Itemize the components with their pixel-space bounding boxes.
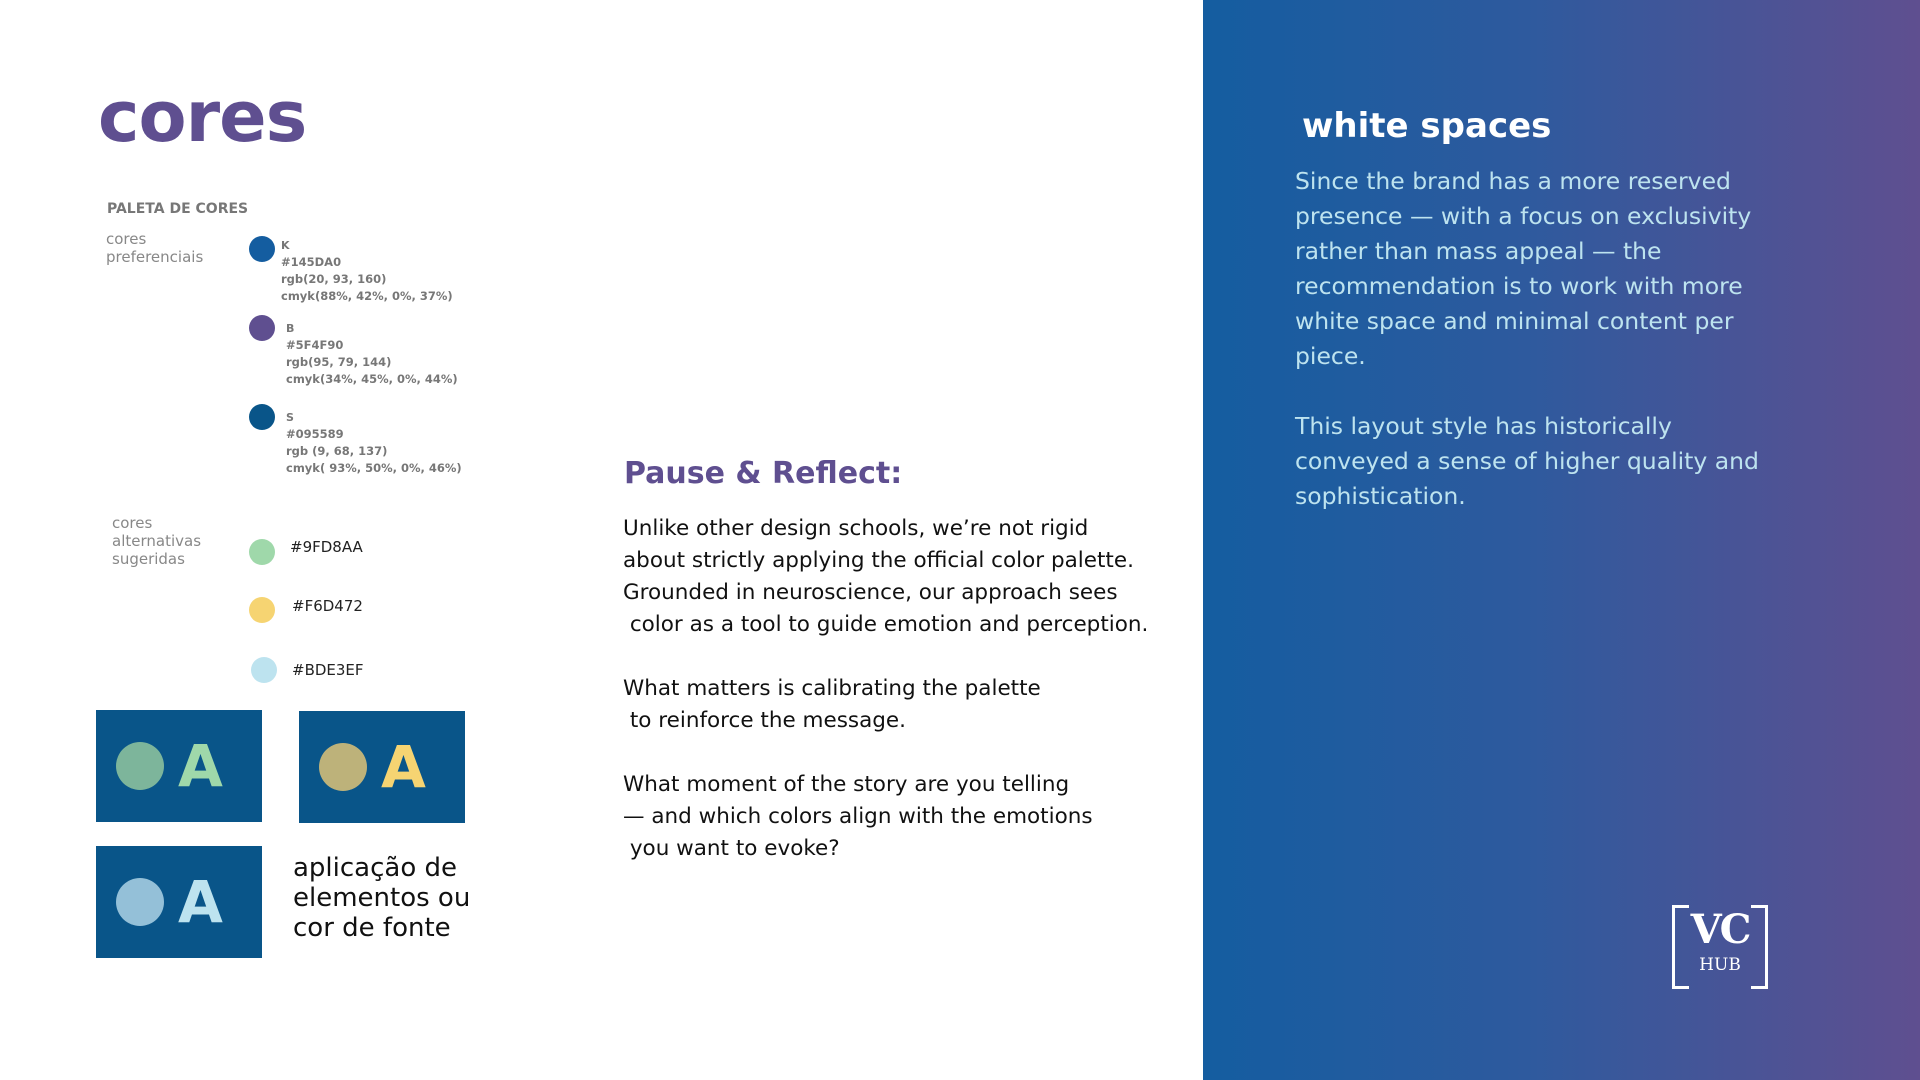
swatch-yellow — [249, 597, 275, 623]
tile-green — [96, 710, 262, 822]
tile-yellow — [299, 711, 465, 823]
tile-light-blue — [96, 846, 262, 958]
tile-letter: A — [381, 733, 426, 801]
vc-hub-logo — [1672, 905, 1768, 989]
hex-light-blue: #BDE3EF — [292, 661, 364, 679]
tile-dot — [116, 878, 164, 926]
tile-caption: aplicação de elementos ou cor de fonte — [293, 853, 471, 943]
paragraph: What matters is calibrating the palette to reinforce the message. — [623, 676, 1041, 733]
page-title: cores — [98, 76, 307, 158]
logo-vc-text: VC — [1690, 906, 1750, 953]
swatch-k — [249, 236, 275, 262]
pause-reflect-heading: Pause & Reflect: — [624, 456, 903, 491]
logo-hub-text: HUB — [1699, 955, 1741, 975]
white-spaces-body — [1295, 164, 1815, 549]
swatch-light-blue — [251, 657, 277, 683]
tile-dot — [319, 743, 367, 791]
paragraph: Unlike other design schools, we’re not rigid about strictly applying the official color palette. Grounded in neuroscience, our approach sees color as a tool to guide emotion and perception. — [623, 516, 1149, 637]
tile-letter: A — [178, 732, 223, 800]
tile-letter: A — [178, 868, 223, 936]
color-info-s: S #095589 rgb (9, 68, 137) cmyk( 93%, 50%, 0%, 46%) — [286, 411, 462, 475]
palette-heading: PALETA DE CORES — [107, 201, 249, 217]
swatch-s — [249, 404, 275, 430]
hex-yellow: #F6D472 — [292, 597, 363, 615]
pause-reflect-body — [623, 513, 1183, 897]
paragraph: What moment of the story are you telling — and which colors align with the emotions you want to evoke? — [623, 772, 1093, 861]
paragraph: Since the brand has a more reserved presence — with a focus on exclusivity rather than mass appeal — the recommendation is to work with more white space and minimal content per piece. — [1295, 167, 1752, 370]
swatch-green — [249, 539, 275, 565]
preferred-colors-label: cores preferenciais — [106, 230, 204, 266]
color-info-k: K #145DA0 rgb(20, 93, 160) cmyk(88%, 42%, 0%, 37%) — [281, 239, 453, 303]
tile-dot — [116, 742, 164, 790]
white-spaces-heading: white spaces — [1302, 106, 1552, 146]
swatch-b — [249, 315, 275, 341]
color-info-b: B #5F4F90 rgb(95, 79, 144) cmyk(34%, 45%, 0%, 44%) — [286, 322, 458, 386]
paragraph: This layout style has historically conveyed a sense of higher quality and sophistication. — [1295, 412, 1759, 510]
hex-green: #9FD8AA — [290, 538, 363, 556]
alternative-colors-label: cores alternativas sugeridas — [112, 514, 202, 568]
